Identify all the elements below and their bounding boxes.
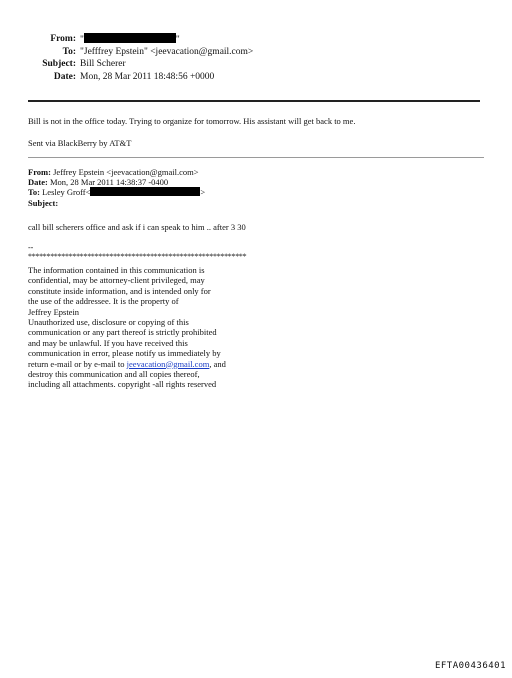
disclaimer-line: including all attachments. copyright -all rights reserved (28, 379, 217, 390)
header-to-row (0, 46, 300, 59)
quoted-subject-row: Subject: (28, 197, 59, 208)
quoted-to-value: Lesley Groff< > (42, 187, 206, 198)
subject-label: Subject: (42, 59, 76, 69)
email-link[interactable]: jeevacation@gmail.com (126, 358, 210, 369)
quoted-date-value: Mon, 28 Mar 2011 14:38:37 -0400 (49, 177, 169, 188)
disclaimer-line: The information contained in this communication is (28, 265, 205, 275)
disclaimer-line: the use of the addressee. It is the property of (28, 296, 179, 307)
header-divider (28, 100, 480, 102)
confidentiality-disclaimer (28, 265, 226, 390)
disclaimer-line: and may be unlawful. If you have received this (28, 337, 188, 348)
bates-stamp: EFTA00436401 (434, 661, 506, 671)
disclaimer-line: destroy this communication and all copies thereof, (28, 369, 200, 380)
from-value: " " (80, 35, 180, 45)
signature-separator: -- (28, 243, 34, 252)
redaction-block (90, 187, 200, 196)
quoted-header (28, 167, 205, 208)
quoted-date-row: Date: Mon, 28 Mar 2011 14:38:37 -0400 (28, 177, 169, 188)
header-date-row (0, 71, 300, 84)
quoted-from-value: Jeffrey Epstein <jeevacation@gmail.com> (53, 167, 199, 177)
reply-signature: Sent via BlackBerry by AT&T (28, 138, 132, 148)
reply-body: Bill is not in the office today. Trying to organize for tomorrow. His assistant will get back to me. (28, 116, 356, 126)
email-header (0, 33, 300, 83)
asterisk-line: *********************************************************** (28, 252, 247, 261)
date-label: Date: (53, 71, 76, 82)
from-label: From: (50, 34, 76, 44)
header-subject-row (0, 58, 300, 71)
disclaimer-line: communication in error, please notify us immediately by (28, 348, 221, 359)
disclaimer-line: communication or any part thereof is strictly prohibited (28, 327, 217, 338)
disclaimer-line: constitute inside information, and is intended only for (28, 285, 211, 296)
to-value: "Jefffrey Epstein" <jeevacation@gmail.com> (80, 46, 254, 57)
disclaimer-line: Jeffrey Epstein (28, 306, 80, 317)
date-value: Mon, 28 Mar 2011 18:48:56 +0000 (80, 71, 215, 82)
quoted-body: call bill scherers office and ask if i can speak to him .. after 3 30 (28, 222, 246, 232)
disclaimer-line: Unauthorized use, disclosure or copying of this (28, 317, 189, 328)
disclaimer-line: return e-mail or by e-mail to jeevacation@gmail.com, and (28, 358, 226, 369)
redaction-block (84, 33, 176, 43)
quote-divider (28, 157, 484, 158)
to-label: To: (62, 46, 76, 57)
header-from-row (0, 33, 300, 46)
quoted-to-row: To: Lesley Groff< > (28, 187, 206, 198)
subject-value: Bill Scherer (80, 59, 126, 69)
quoted-from-row: From: Jeffrey Epstein <jeevacation@gmail.com> (28, 167, 199, 177)
disclaimer-line: confidential, may be attorney-client privileged, may (28, 275, 205, 286)
